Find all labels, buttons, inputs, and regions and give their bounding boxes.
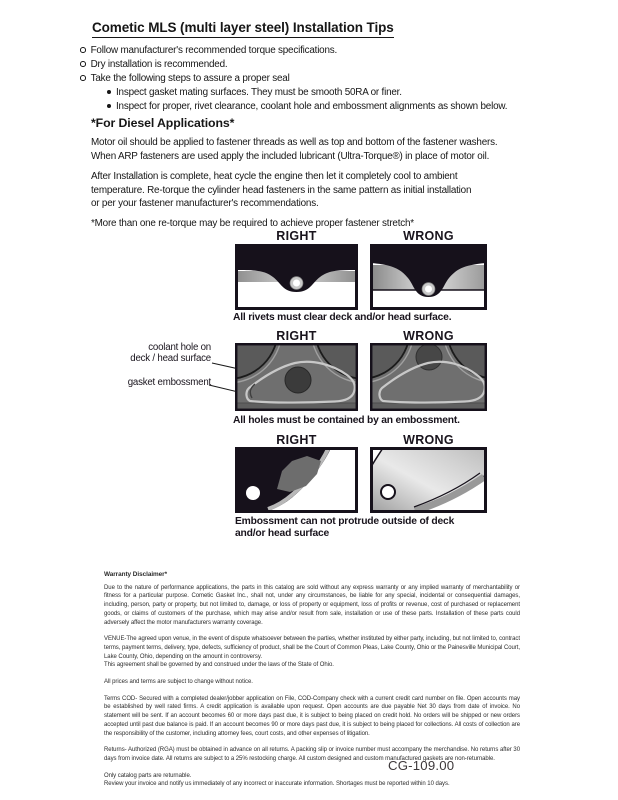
open-bullet-icon — [80, 61, 86, 67]
installation-tips-list — [80, 43, 507, 113]
coolant-hole-annotation — [95, 342, 211, 364]
disclaimer-heading: Warranty Disclaimer* — [104, 571, 168, 578]
disclaimer-paragraph: Only catalog parts are returnable. — [104, 772, 192, 779]
annotation-line: deck / head surface — [130, 353, 211, 364]
row2-caption: All holes must be contained by an embossment. — [233, 415, 460, 426]
list-item — [80, 43, 507, 57]
row3-wrong-label: WRONG — [403, 433, 454, 447]
rivet-wrong-diagram — [370, 244, 487, 310]
disclaimer-paragraph: Terms COD- Secured with a completed dealer/jobber application on File, COD-Company check with a current credit card number on file. Open accounts may be established by well rated firms. A credit application is available upon request. Open accounts are due payable Net 30 days from date of invoice. No statement will be sent. If an account becomes 60 or more days past due, it is subject to being placed on credit hold. No orders will be shipped or new orders accepted until past due balance is paid. If an account becomes 90 or more days past due, it is subject to being placed for collections. All costs of collection are the responsibility of the customer, including attorney fees, court costs, and other expenses of litigation. — [104, 695, 520, 737]
text-line: After Installation is complete, heat cycle the engine then let it completely cool to ambient — [91, 171, 458, 183]
caption-line: and/or head surface — [235, 527, 330, 539]
annotation-line: coolant hole on — [148, 342, 211, 353]
filled-bullet-icon — [107, 90, 111, 94]
retorque-note: *More than one re-torque may be required to achieve proper fastener stretch* — [91, 218, 414, 230]
row2-right-label: RIGHT — [276, 329, 317, 343]
disclaimer-paragraph: Review your invoice and notify us immediately of any incorrect or inaccurate information. Shortages must be reported within 10 days. — [104, 781, 450, 788]
diesel-paragraph-1 — [91, 136, 497, 163]
diesel-heading: *For Diesel Applications* — [91, 116, 235, 130]
diesel-paragraph-2 — [91, 170, 497, 210]
disclaimer-paragraph: This agreement shall be governed by and construed under the laws of the State of Ohio. — [104, 662, 334, 669]
row2-wrong-label: WRONG — [403, 329, 454, 343]
disclaimer-paragraph: Returns- Authorized (RGA) must be obtained in advance on all returns. A packing slip or invoice number must accompany the merchandise. No returns after 30 days from invoice date. All returns are subject to a 25% restocking charge. All custom designed and custom manufactured gaskets are non-returnable. — [104, 747, 520, 762]
diagram-row3-right — [235, 447, 358, 513]
row3-right-label: RIGHT — [276, 433, 317, 447]
disclaimer-paragraph: Due to the nature of performance applications, the parts in this catalog are sold without any express warranty or any implied warranty of merchantability or fitness for a particular purpose. Cometic Gasket Inc., shall not, under any circumstances, be liable for any special, incidental or consequential damages, including, person, party or property, but not limited to, damage, or loss of property or equipment, loss of profits or revenue, cost of purchased or replacement goods, or claims of customers of the purchase, which may arise and/or result from sale, installation or use of these parts. Installation of these parts could adversely affect the motor manufacturers warranty coverage. — [104, 584, 520, 626]
diagram-row1-right — [235, 244, 358, 310]
tip-text: Inspect for proper, rivet clearance, coolant hole and embossment alignments as shown below. — [116, 100, 508, 112]
protrusion-right-diagram — [235, 447, 358, 513]
diagram-row3-wrong — [370, 447, 487, 513]
embossment-wrong-diagram — [370, 343, 487, 411]
page-number: CG-109.00 — [388, 758, 455, 773]
list-item — [80, 99, 507, 113]
open-bullet-icon — [80, 75, 86, 81]
diagram-row1-wrong — [370, 244, 487, 310]
tip-text: Take the following steps to assure a proper seal — [90, 72, 290, 84]
rivet-right-diagram — [235, 244, 358, 310]
text-line: Motor oil should be applied to fastener threads as well as top and bottom of the fastener washers. — [91, 137, 498, 149]
filled-bullet-icon — [107, 104, 111, 108]
embossment-right-diagram — [235, 343, 358, 411]
tip-text: Follow manufacturer's recommended torque specifications. — [90, 44, 338, 56]
text-line: temperature. Re-torque the cylinder head fasteners in the same pattern as initial installation — [91, 184, 472, 196]
list-item — [80, 71, 507, 85]
bolt-hole — [381, 485, 395, 499]
gasket-embossment-annotation: gasket embossment — [127, 377, 211, 388]
list-item — [80, 85, 507, 99]
warranty-disclaimer — [104, 571, 520, 789]
bolt-hole — [246, 486, 260, 500]
coolant-hole — [285, 367, 311, 393]
row1-right-label: RIGHT — [276, 229, 317, 243]
disclaimer-paragraph: VENUE-The agreed upon venue, in the event of dispute whatsoever between the parties, whether instituted by either party, including, but not limited to, contract terms, payment terms, delivery, type, defects, sufficiency of product, shall be the Court of Common Pleas, Lake County, Ohio or the Painesville Municipal Court, Lake County, Ohio, depending on the amount in controversy. — [104, 636, 520, 660]
page-title: Cometic MLS (multi layer steel) Installation Tips — [92, 20, 394, 38]
row1-wrong-label: WRONG — [403, 229, 454, 243]
list-item — [80, 57, 507, 71]
tip-text: Dry installation is recommended. — [90, 58, 228, 70]
diesel-section — [91, 117, 497, 231]
diagram-row2-right — [235, 343, 358, 411]
tip-text: Inspect gasket mating surfaces. They must be smooth 50RA or finer. — [116, 86, 402, 98]
text-line: When ARP fasteners are used apply the included lubricant (Ultra-Torque®) in place of motor oil. — [91, 150, 490, 162]
disclaimer-paragraph: All prices and terms are subject to change without notice. — [104, 679, 253, 686]
diagram-row2-wrong — [370, 343, 487, 411]
protrusion-wrong-diagram — [370, 447, 487, 513]
caption-line: Embossment can not protrude outside of deck — [235, 516, 455, 527]
text-line: or per your fastener manufacturer's recommendations. — [91, 198, 319, 210]
row1-caption: All rivets must clear deck and/or head surface. — [233, 312, 452, 323]
open-bullet-icon — [80, 47, 86, 53]
row3-caption — [235, 516, 454, 539]
